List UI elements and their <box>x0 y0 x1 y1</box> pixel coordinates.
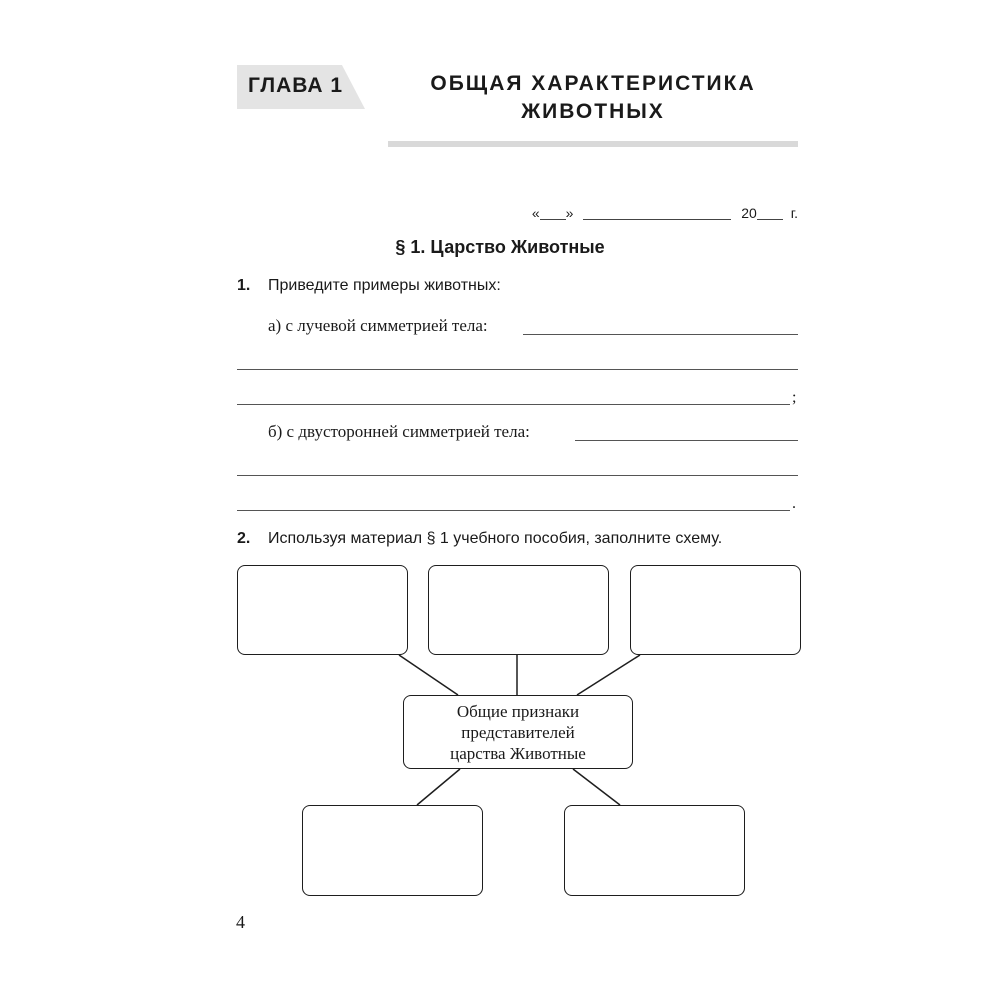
scheme-box-bottom-left[interactable] <box>302 805 483 896</box>
chapter-label: ГЛАВА 1 <box>248 74 344 97</box>
year-suffix: г. <box>790 205 798 221</box>
task-1-item-b-label: б) с двусторонней симметрией тела: <box>268 422 530 441</box>
task-1-text: Приведите примеры животных: <box>268 277 501 294</box>
scheme-box-bottom-right[interactable] <box>564 805 745 896</box>
scheme-center-text <box>450 701 586 764</box>
year-prefix: 20 <box>741 205 757 221</box>
connector-bottom-left <box>417 769 460 805</box>
scheme-box-top-right[interactable] <box>630 565 801 655</box>
page-number: 4 <box>236 912 245 932</box>
task-2-number: 2. <box>237 530 251 547</box>
date-close-quote: » <box>565 205 574 221</box>
scheme-center-box <box>403 695 633 769</box>
item-a-end-semicolon: ; <box>792 389 797 406</box>
center-text-line-1: Общие признаки <box>456 701 580 721</box>
item-b-end-period: . <box>792 495 796 512</box>
chapter-title-line-1: ОБЩАЯ ХАРАКТЕРИСТИКА <box>430 72 756 95</box>
chapter-title-line-2: ЖИВОТНЫХ <box>521 100 665 123</box>
task-1-item-a-label: а) с лучевой симметрией тела: <box>268 316 488 335</box>
section-heading: § 1. Царство Животные <box>395 237 605 257</box>
center-text-line-2: представителей <box>461 722 575 742</box>
connector-top-left <box>399 655 458 695</box>
date-open-quote: « <box>531 205 540 221</box>
scheme-box-top-center[interactable] <box>428 565 609 655</box>
task-1-number: 1. <box>237 277 251 294</box>
center-text-line-3: царства Животные <box>450 743 586 763</box>
task-2-text: Используя материал § 1 учебного пособия, заполните схему. <box>268 530 723 547</box>
scheme-box-top-left[interactable] <box>237 565 408 655</box>
connector-bottom-right <box>573 769 620 805</box>
connector-top-right <box>577 655 640 695</box>
